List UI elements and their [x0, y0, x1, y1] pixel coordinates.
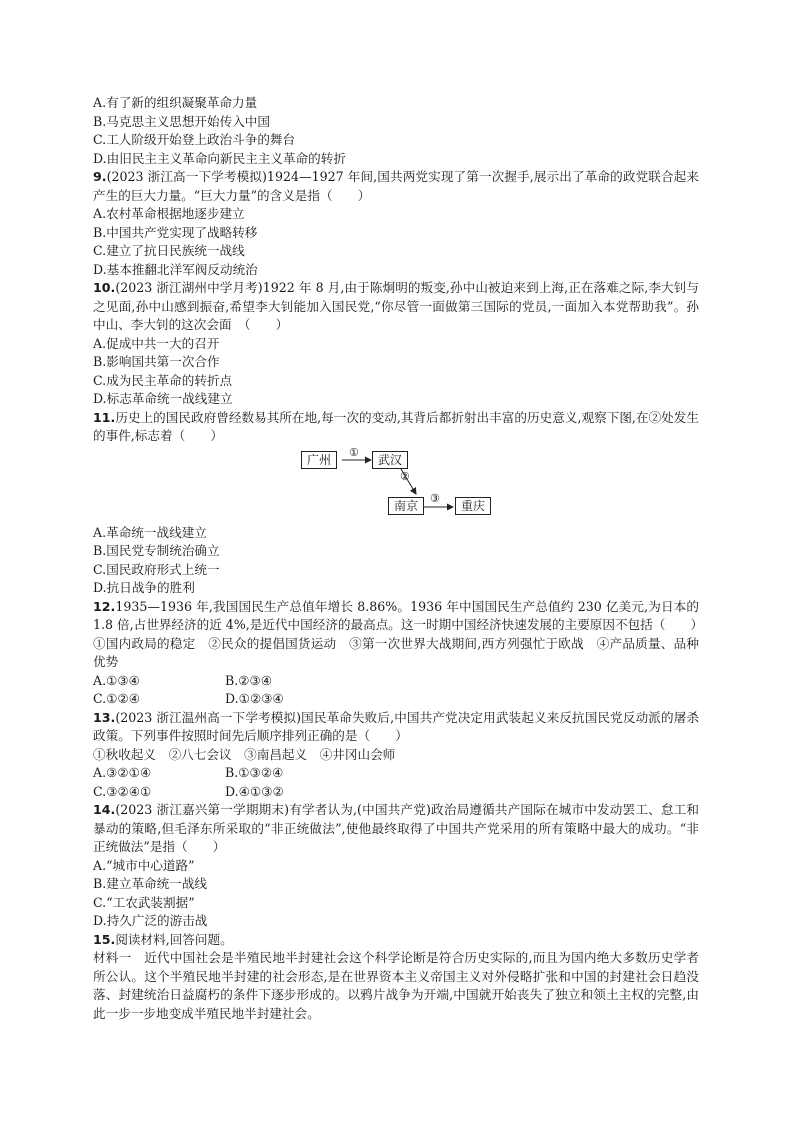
q12-options-row-1	[93, 672, 699, 691]
q13-stem	[93, 709, 699, 746]
q14-option-d: D.持久广泛的游击战	[93, 913, 208, 928]
question-10	[93, 279, 699, 409]
q10-number: 10.	[93, 280, 116, 295]
q15-number: 15.	[93, 931, 116, 947]
q10-option-d: D.标志革命统一战线建立	[93, 391, 233, 406]
q14-stem	[93, 801, 699, 857]
q12-option-c: C.①②④	[93, 691, 141, 706]
q11-option-b: B.国民党专制统治确立	[93, 543, 220, 558]
q11-option-c: C.国民政府形式上统一	[93, 561, 220, 577]
q12-stem	[93, 598, 704, 635]
q11-number: 11.	[93, 409, 116, 425]
q12-options-row-2	[93, 690, 699, 709]
q12-option-b: B.②③④	[225, 672, 273, 688]
q11-stem-text: 历史上的国民政府曾经数易其所在地,每一次的变动,其背后都折射出丰富的历史意义,观察下图,在②处发生的事件,标志着（ ）	[93, 409, 699, 443]
q13-option-d: D.④①③②	[225, 783, 284, 799]
q9-number: 9.	[93, 169, 107, 184]
q15-material-1: 材料一 近代中国社会是半殖民地半封建社会这个科学论断是符合历史实际的,而且为国内绝大多数历史学者所公认。这个半殖民地半封建的社会形态,是在世界资本主义帝国主义对外侵略扩张和中国的封建社会日趋没落、封建统治日益腐朽的条件下逐步形成的。以鸦片战争为开端,中国就开始丧失了独立和领土主权的完整,由此一步一步地变成半殖民地半封建社会。	[93, 950, 699, 1021]
q13-options-row-2	[93, 783, 699, 802]
question-9	[93, 168, 699, 279]
q12-items: ①国内政局的稳定 ②民众的提倡国货运动 ③第一次世界大战期间,西方列强忙于欧战 ④产品质量、品种优势	[93, 635, 699, 669]
q9-option-a: A.农村革命根据地逐步建立	[93, 206, 245, 221]
q9-option-d: D.基本推翻北洋军阀反动统治	[93, 261, 258, 277]
q9-stem-text: (2023 浙江高一下学考模拟)1924—1927 年间,国共两党实现了第一次握手,展示出了革命的政党联合起来产生的巨大力量。“巨大力量”的含义是指（ ）	[93, 169, 699, 203]
q14-option-a: A.“城市中心道路”	[93, 857, 195, 873]
city-box-chongqing: 重庆	[455, 497, 491, 515]
q13-option-c: C.③②④①	[93, 783, 152, 799]
marker-3: ③	[430, 491, 440, 505]
marker-2: ②	[400, 469, 410, 483]
exam-page	[93, 94, 704, 1023]
question-12	[93, 598, 704, 709]
question-13	[93, 709, 699, 802]
q14-number: 14.	[93, 802, 116, 817]
q15-stem-text: 阅读材料,回答问题。	[115, 931, 233, 947]
q15-stem	[93, 931, 699, 950]
q12-stem-text: 1935—1936 年,我国国民生产总值年增长 8.86%。1936 年中国国民生产总值约 230 亿美元,为日本的 1.8 倍,占世界经济的近 4%,是近代中国经济的最高点。这一时期中国经济快速发展的主要原因不包括（ ）	[93, 598, 704, 632]
q13-options-row-1	[93, 764, 699, 783]
q8-option-c: C.工人阶级开始登上政治斗争的舞台	[93, 132, 296, 147]
q8-options	[93, 94, 699, 168]
q14-stem-text: (2023 浙江嘉兴第一学期期末)有学者认为,(中国共产党)政治局遵循共产国际在城市中发动罢工、怠工和暴动的策略,但毛泽东所采取的“非正统做法”,使他最终取得了中国共产党采用的所有策略中最大的成功。“非正统做法”是指（ ）	[93, 802, 699, 854]
q13-option-b: B.①③②④	[225, 765, 284, 780]
q12-option-a: A.①③④	[93, 672, 140, 688]
q8-option-d: D.由旧民主主义革命向新民主主义革命的转折	[93, 150, 346, 166]
q13-stem-text: (2023 浙江温州高一下学考模拟)国民革命失败后,中国共产党决定用武装起义来反抗国民党反动派的屠杀政策。下列事件按照时间先后顺序排列正确的是（ ）	[93, 709, 699, 743]
q12-number: 12.	[93, 598, 116, 614]
q11-option-a: A.革命统一战线建立	[93, 524, 207, 540]
q13-number: 13.	[93, 709, 116, 725]
q10-stem-text: (2023 浙江湖州中学月考)1922 年 8 月,由于陈炯明的叛变,孙中山被迫来到上海,正在落难之际,李大钊与之见面,孙中山感到振奋,希望李大钊能加入国民党,“你尽管一面做第三国际的党员,一面加入本党帮助我”。孙中山、李大钊的这次会面 （ ）	[93, 280, 699, 332]
question-14	[93, 801, 699, 931]
marker-1: ①	[349, 445, 359, 459]
q10-option-b: B.影响国共第一次合作	[93, 354, 220, 369]
q13-items: ①秋收起义 ②八七会议 ③南昌起义 ④井冈山会师	[93, 746, 396, 762]
q14-option-c: C.“工农武装割据”	[93, 894, 195, 910]
question-15	[93, 931, 699, 1024]
q11-option-d: D.抗日战争的胜利	[93, 580, 195, 595]
city-box-nanjing: 南京	[388, 497, 424, 515]
q10-option-a: A.促成中共一大的召开	[93, 335, 220, 351]
q9-option-c: C.建立了抗日民族统一战线	[93, 243, 245, 258]
q13-option-a: A.③②①④	[93, 765, 152, 780]
capital-relocation-diagram	[93, 445, 699, 520]
city-box-wuhan: 武汉	[372, 451, 408, 469]
q8-option-a: A.有了新的组织凝聚革命力量	[93, 95, 258, 110]
city-box-guangzhou: 广州	[301, 451, 337, 469]
q10-option-c: C.成为民主革命的转折点	[93, 372, 233, 388]
q11-stem	[93, 409, 699, 446]
question-11	[93, 409, 699, 598]
q12-option-d: D.①②③④	[225, 691, 284, 706]
q14-option-b: B.建立革命统一战线	[93, 876, 208, 891]
q9-stem	[93, 168, 699, 205]
q8-option-b: B.马克思主义思想开始传入中国	[93, 113, 270, 129]
q9-option-b: B.中国共产党实现了战略转移	[93, 224, 258, 240]
q10-stem	[93, 279, 699, 335]
